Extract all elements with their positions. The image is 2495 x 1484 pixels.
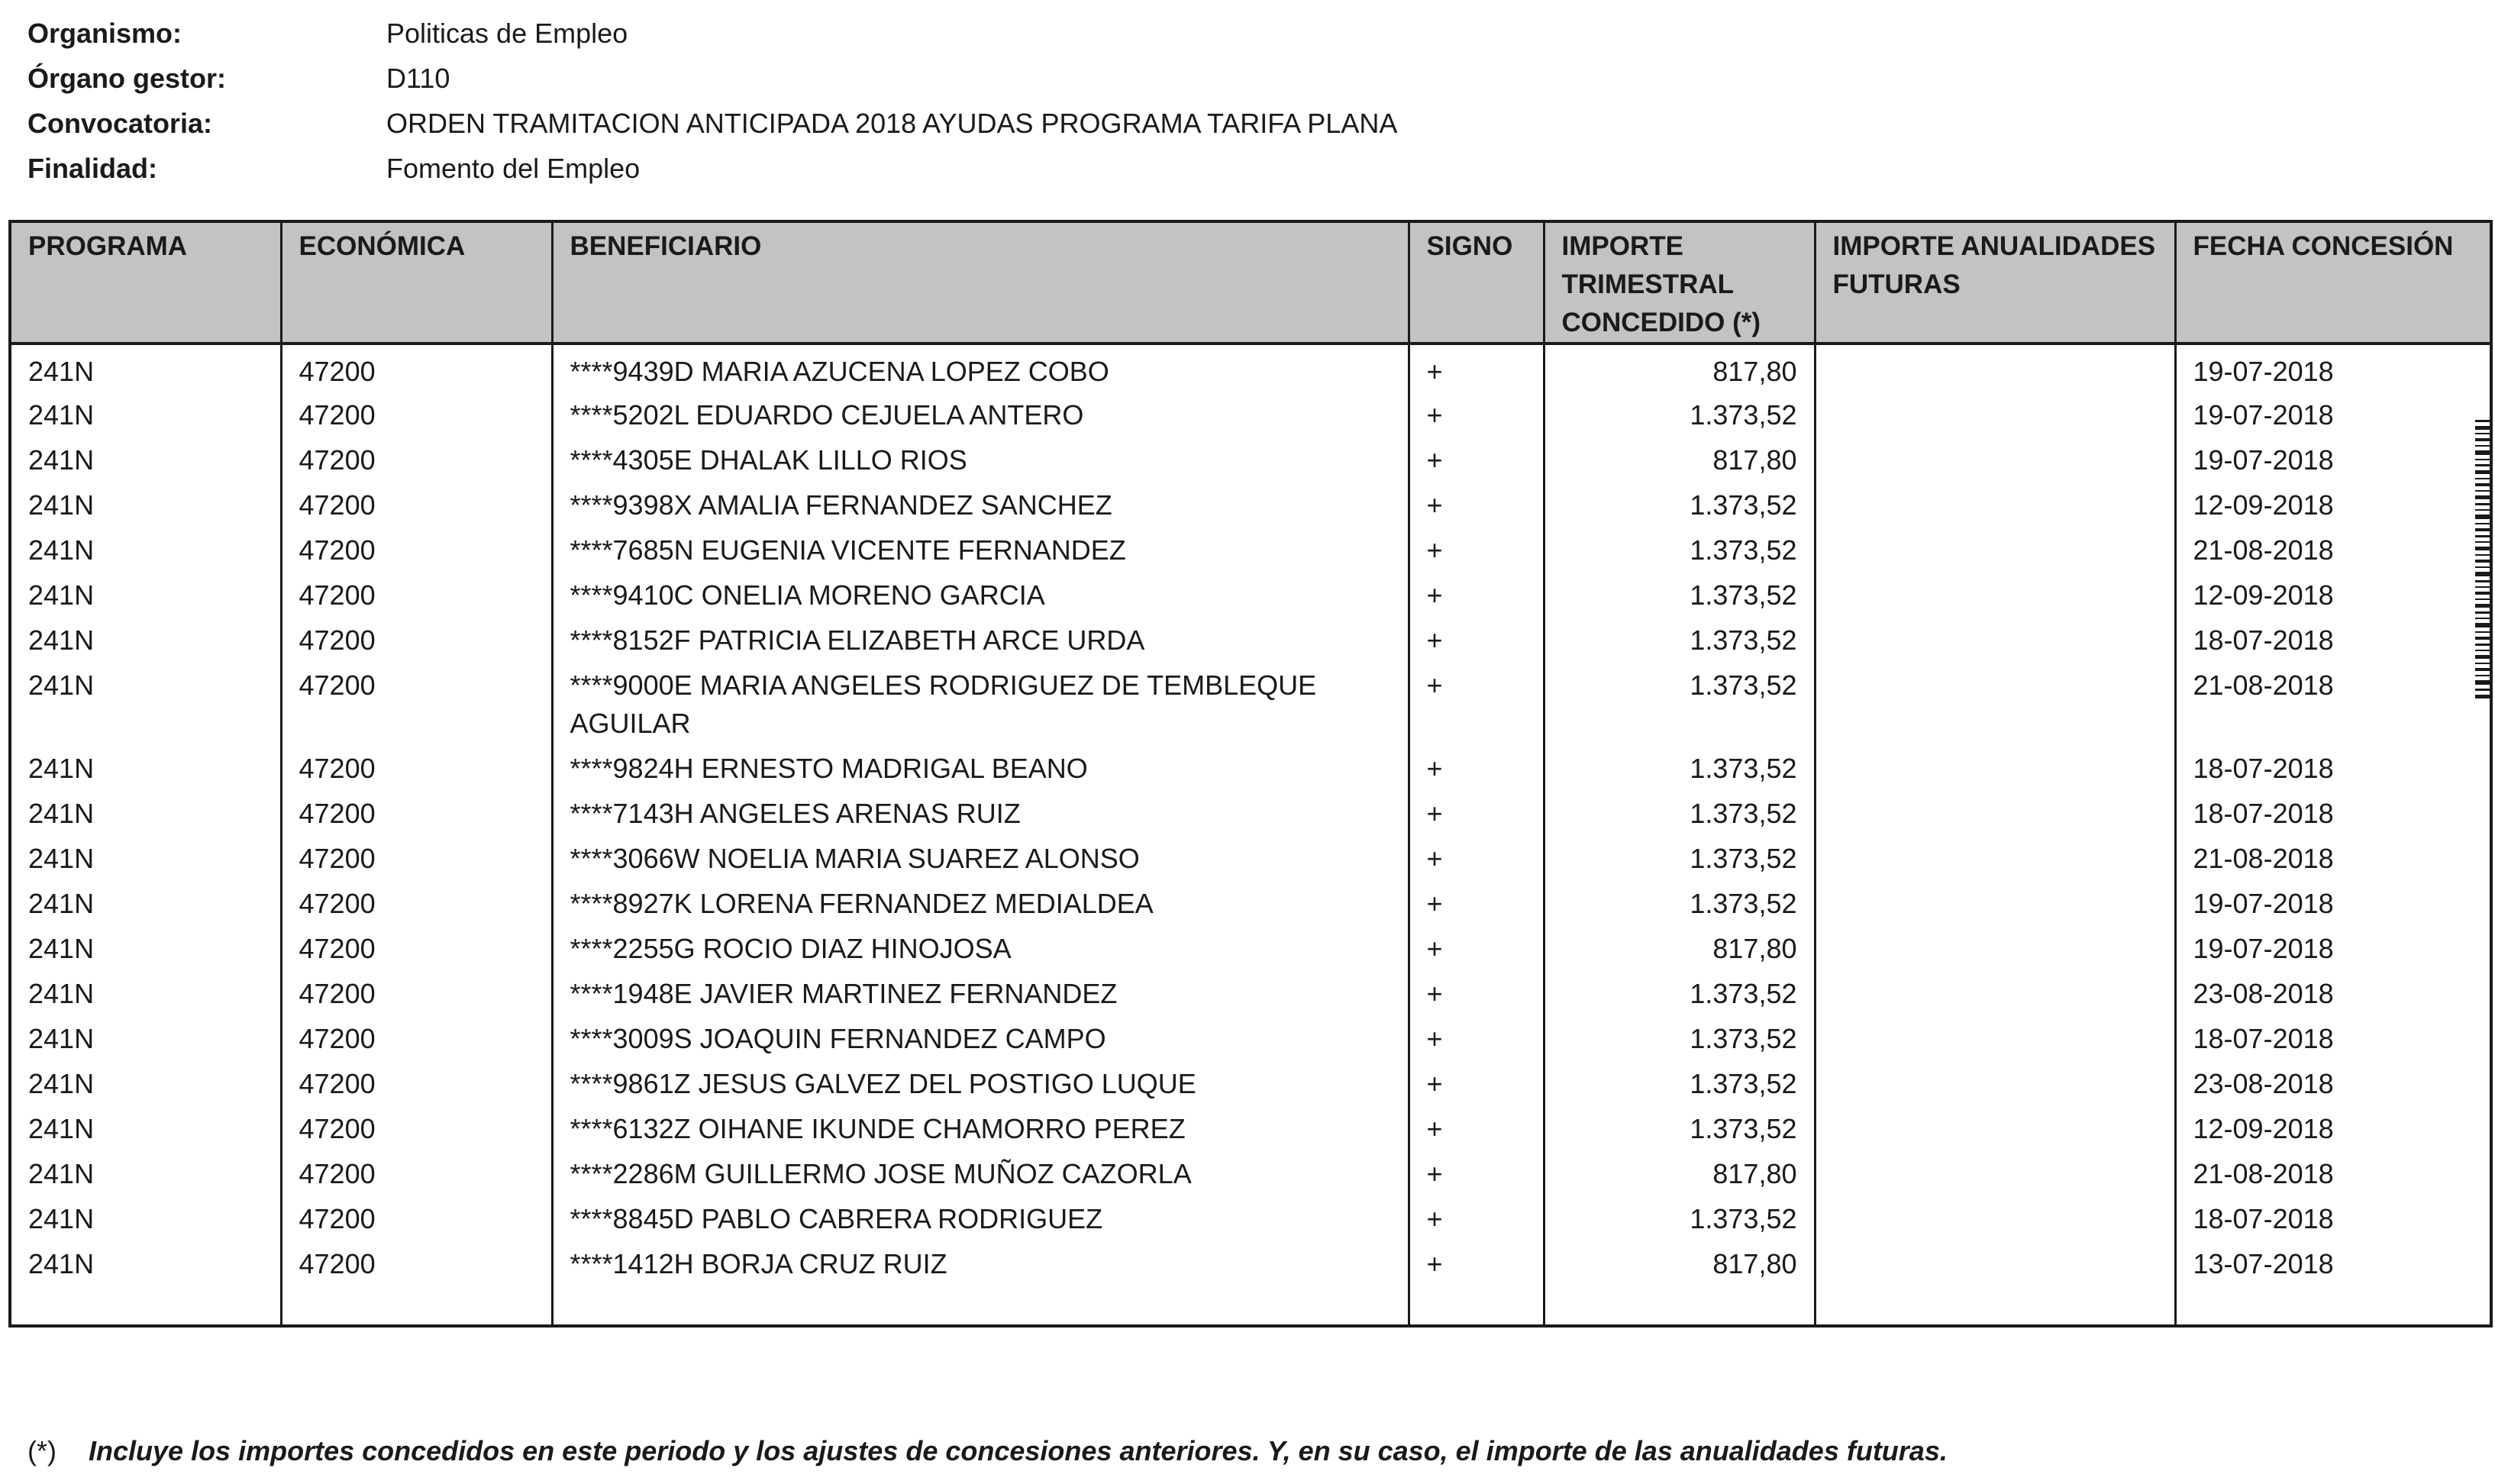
- cell-fecha-concesion: 21-08-2018: [2175, 531, 2491, 576]
- cell-importe-trimestral: 1.373,52: [1544, 666, 1815, 750]
- cell-fecha-concesion: 12-09-2018: [2175, 486, 2491, 531]
- cell-importe-trimestral: 1.373,52: [1544, 396, 1815, 441]
- cell-importe-anualidades: [1815, 1020, 2175, 1065]
- cell-importe-anualidades: [1815, 344, 2175, 396]
- cell-importe-anualidades: [1815, 1155, 2175, 1200]
- cell-programa: 241N: [10, 1065, 281, 1110]
- cell-economica: 47200: [281, 1245, 552, 1290]
- cell-programa: 241N: [10, 975, 281, 1020]
- cell-beneficiario: ****6132Z OIHANE IKUNDE CHAMORRO PEREZ: [552, 1110, 1409, 1155]
- cell-fecha-concesion: 18-07-2018: [2175, 795, 2491, 840]
- cell-importe-trimestral: 1.373,52: [1544, 1020, 1815, 1065]
- cell-beneficiario: ****2255G ROCIO DIAZ HINOJOSA: [552, 930, 1409, 975]
- column-header-importe-anualidades: IMPORTE ANUALIDADES FUTURAS: [1815, 221, 2175, 344]
- cell-programa: 241N: [10, 1020, 281, 1065]
- cell-fecha-concesion: 19-07-2018: [2175, 441, 2491, 486]
- cell-fecha-concesion: 23-08-2018: [2175, 975, 2491, 1020]
- cell-economica: 47200: [281, 1065, 552, 1110]
- column-header-beneficiario: BENEFICIARIO: [552, 221, 1409, 344]
- table-row: [10, 1065, 2491, 1110]
- cell-fecha-concesion: 18-07-2018: [2175, 621, 2491, 666]
- meta-label: Convocatoria:: [27, 107, 213, 139]
- filler-cell: [1815, 1290, 2175, 1326]
- table-row: [10, 1020, 2491, 1065]
- cell-importe-trimestral: 817,80: [1544, 1155, 1815, 1200]
- column-header-economica: ECONÓMICA: [281, 221, 552, 344]
- table-row: [10, 1110, 2491, 1155]
- cell-signo: +: [1409, 1245, 1544, 1290]
- cell-fecha-concesion: 12-09-2018: [2175, 1110, 2491, 1155]
- cell-importe-anualidades: [1815, 441, 2175, 486]
- cell-signo: +: [1409, 531, 1544, 576]
- cell-importe-trimestral: 817,80: [1544, 930, 1815, 975]
- table-row: [10, 621, 2491, 666]
- cell-fecha-concesion: 19-07-2018: [2175, 930, 2491, 975]
- cell-importe-trimestral: 1.373,52: [1544, 885, 1815, 930]
- table-row: [10, 885, 2491, 930]
- column-header-fecha-concesion: FECHA CONCESIÓN: [2175, 221, 2491, 344]
- table-row: [10, 795, 2491, 840]
- table-row: [10, 1155, 2491, 1200]
- meta-value: D110: [386, 62, 450, 94]
- filler-cell: [2175, 1290, 2491, 1326]
- table-row: [10, 1245, 2491, 1290]
- cell-beneficiario: ****9410C ONELIA MORENO GARCIA: [552, 576, 1409, 621]
- table-row: [10, 576, 2491, 621]
- cell-signo: +: [1409, 750, 1544, 795]
- cell-economica: 47200: [281, 750, 552, 795]
- table-row: [10, 750, 2491, 795]
- cell-importe-trimestral: 1.373,52: [1544, 840, 1815, 885]
- cell-importe-trimestral: 1.373,52: [1544, 1110, 1815, 1155]
- cell-programa: 241N: [10, 344, 281, 396]
- cell-programa: 241N: [10, 930, 281, 975]
- cell-importe-anualidades: [1815, 531, 2175, 576]
- cell-programa: 241N: [10, 1245, 281, 1290]
- cell-importe-trimestral: 1.373,52: [1544, 795, 1815, 840]
- cell-signo: +: [1409, 441, 1544, 486]
- cell-importe-anualidades: [1815, 1200, 2175, 1245]
- cell-importe-anualidades: [1815, 885, 2175, 930]
- column-header-signo: SIGNO: [1409, 221, 1544, 344]
- cell-programa: 241N: [10, 486, 281, 531]
- cell-signo: +: [1409, 1155, 1544, 1200]
- metadata-block: [27, 11, 2012, 191]
- cell-economica: 47200: [281, 1110, 552, 1155]
- cell-importe-anualidades: [1815, 1065, 2175, 1110]
- cell-beneficiario: ****9861Z JESUS GALVEZ DEL POSTIGO LUQUE: [552, 1065, 1409, 1110]
- cell-beneficiario: ****8927K LORENA FERNANDEZ MEDIALDEA: [552, 885, 1409, 930]
- table-row: [10, 840, 2491, 885]
- meta-value: Politicas de Empleo: [386, 17, 628, 49]
- cell-fecha-concesion: 19-07-2018: [2175, 885, 2491, 930]
- cell-importe-trimestral: 1.373,52: [1544, 1065, 1815, 1110]
- cell-programa: 241N: [10, 666, 281, 750]
- cell-signo: +: [1409, 486, 1544, 531]
- cell-economica: 47200: [281, 344, 552, 396]
- footnote: [27, 1435, 1948, 1467]
- cell-importe-anualidades: [1815, 486, 2175, 531]
- cell-programa: 241N: [10, 840, 281, 885]
- cell-beneficiario: ****5202L EDUARDO CEJUELA ANTERO: [552, 396, 1409, 441]
- meta-label: Órgano gestor:: [27, 62, 227, 94]
- cell-economica: 47200: [281, 486, 552, 531]
- cell-importe-anualidades: [1815, 666, 2175, 750]
- cell-signo: +: [1409, 621, 1544, 666]
- cell-economica: 47200: [281, 531, 552, 576]
- table-row: [10, 344, 2491, 396]
- cell-importe-anualidades: [1815, 1245, 2175, 1290]
- column-header-programa: PROGRAMA: [10, 221, 281, 344]
- cell-programa: 241N: [10, 1200, 281, 1245]
- cell-economica: 47200: [281, 441, 552, 486]
- cell-beneficiario: ****8152F PATRICIA ELIZABETH ARCE URDA: [552, 621, 1409, 666]
- cell-beneficiario: ****8845D PABLO CABRERA RODRIGUEZ: [552, 1200, 1409, 1245]
- cell-beneficiario: ****2286M GUILLERMO JOSE MUÑOZ CAZORLA: [552, 1155, 1409, 1200]
- cell-economica: 47200: [281, 576, 552, 621]
- cell-beneficiario: ****4305E DHALAK LILLO RIOS: [552, 441, 1409, 486]
- cell-importe-anualidades: [1815, 1110, 2175, 1155]
- table-row: [10, 396, 2491, 441]
- meta-label: Finalidad:: [27, 152, 157, 184]
- table-body: [10, 344, 2491, 1326]
- table-row: [10, 441, 2491, 486]
- cell-programa: 241N: [10, 621, 281, 666]
- filler-cell: [1409, 1290, 1544, 1326]
- cell-economica: 47200: [281, 1200, 552, 1245]
- cell-fecha-concesion: 21-08-2018: [2175, 1155, 2491, 1200]
- meta-organo-gestor: [27, 56, 2012, 101]
- cell-signo: +: [1409, 1065, 1544, 1110]
- cell-signo: +: [1409, 885, 1544, 930]
- filler-cell: [281, 1290, 552, 1326]
- table-filler-row: [10, 1290, 2491, 1326]
- cell-importe-anualidades: [1815, 795, 2175, 840]
- cell-signo: +: [1409, 344, 1544, 396]
- cell-economica: 47200: [281, 795, 552, 840]
- meta-label: Organismo:: [27, 17, 182, 49]
- cell-fecha-concesion: 18-07-2018: [2175, 1200, 2491, 1245]
- cell-programa: 241N: [10, 1155, 281, 1200]
- table-row: [10, 930, 2491, 975]
- filler-cell: [10, 1290, 281, 1326]
- column-header-importe-trimestral: IMPORTE TRIMESTRAL CONCEDIDO (*): [1544, 221, 1815, 344]
- cell-fecha-concesion: 21-08-2018: [2175, 666, 2491, 750]
- cell-economica: 47200: [281, 666, 552, 750]
- cell-fecha-concesion: 19-07-2018: [2175, 396, 2491, 441]
- table-row: [10, 531, 2491, 576]
- cell-importe-anualidades: [1815, 576, 2175, 621]
- cell-programa: 241N: [10, 1110, 281, 1155]
- cell-beneficiario: ****3009S JOAQUIN FERNANDEZ CAMPO: [552, 1020, 1409, 1065]
- cell-economica: 47200: [281, 975, 552, 1020]
- cell-signo: +: [1409, 666, 1544, 750]
- cell-fecha-concesion: 12-09-2018: [2175, 576, 2491, 621]
- cell-beneficiario: ****9398X AMALIA FERNANDEZ SANCHEZ: [552, 486, 1409, 531]
- cell-signo: +: [1409, 1110, 1544, 1155]
- cell-signo: +: [1409, 975, 1544, 1020]
- cell-programa: 241N: [10, 885, 281, 930]
- cell-economica: 47200: [281, 1020, 552, 1065]
- footnote-mark: (*): [27, 1435, 56, 1466]
- cell-programa: 241N: [10, 750, 281, 795]
- filler-cell: [1544, 1290, 1815, 1326]
- cell-fecha-concesion: 18-07-2018: [2175, 750, 2491, 795]
- cell-economica: 47200: [281, 885, 552, 930]
- table-row: [10, 666, 2491, 750]
- cell-programa: 241N: [10, 531, 281, 576]
- cell-fecha-concesion: 18-07-2018: [2175, 1020, 2491, 1065]
- table-row: [10, 1200, 2491, 1245]
- cell-economica: 47200: [281, 1155, 552, 1200]
- cell-signo: +: [1409, 795, 1544, 840]
- cell-importe-trimestral: 817,80: [1544, 344, 1815, 396]
- cell-beneficiario: ****1948E JAVIER MARTINEZ FERNANDEZ: [552, 975, 1409, 1020]
- cell-importe-anualidades: [1815, 750, 2175, 795]
- cell-importe-trimestral: 1.373,52: [1544, 576, 1815, 621]
- cell-importe-anualidades: [1815, 396, 2175, 441]
- cell-programa: 241N: [10, 396, 281, 441]
- cell-signo: +: [1409, 396, 1544, 441]
- cell-economica: 47200: [281, 621, 552, 666]
- cell-importe-trimestral: 1.373,52: [1544, 486, 1815, 531]
- filler-cell: [552, 1290, 1409, 1326]
- cell-importe-trimestral: 1.373,52: [1544, 621, 1815, 666]
- table-header-row: [10, 221, 2491, 344]
- meta-value: ORDEN TRAMITACION ANTICIPADA 2018 AYUDAS PROGRAMA TARIFA PLANA: [386, 107, 1398, 139]
- cell-signo: +: [1409, 1200, 1544, 1245]
- cell-signo: +: [1409, 1020, 1544, 1065]
- cell-programa: 241N: [10, 795, 281, 840]
- cell-importe-trimestral: 1.373,52: [1544, 975, 1815, 1020]
- cell-economica: 47200: [281, 930, 552, 975]
- cell-fecha-concesion: 21-08-2018: [2175, 840, 2491, 885]
- cell-economica: 47200: [281, 396, 552, 441]
- cell-economica: 47200: [281, 840, 552, 885]
- cell-importe-trimestral: 817,80: [1544, 1245, 1815, 1290]
- cell-fecha-concesion: 19-07-2018: [2175, 344, 2491, 396]
- cell-beneficiario: ****1412H BORJA CRUZ RUIZ: [552, 1245, 1409, 1290]
- cell-importe-anualidades: [1815, 840, 2175, 885]
- cell-importe-anualidades: [1815, 975, 2175, 1020]
- footnote-text: Incluye los importes concedidos en este periodo y los ajustes de concesiones anteriores. Y, en su caso, el importe de las anualidades futuras.: [89, 1435, 1948, 1466]
- cell-beneficiario: ****9824H ERNESTO MADRIGAL BEANO: [552, 750, 1409, 795]
- cell-beneficiario: ****9439D MARIA AZUCENA LOPEZ COBO: [552, 344, 1409, 396]
- meta-finalidad: [27, 146, 2012, 191]
- cell-importe-trimestral: 1.373,52: [1544, 531, 1815, 576]
- meta-convocatoria: [27, 101, 2012, 146]
- cell-beneficiario: ****7143H ANGELES ARENAS RUIZ: [552, 795, 1409, 840]
- cell-importe-anualidades: [1815, 930, 2175, 975]
- cell-beneficiario: ****3066W NOELIA MARIA SUAREZ ALONSO: [552, 840, 1409, 885]
- cell-signo: +: [1409, 576, 1544, 621]
- cell-fecha-concesion: 13-07-2018: [2175, 1245, 2491, 1290]
- cell-importe-anualidades: [1815, 621, 2175, 666]
- table-row: [10, 975, 2491, 1020]
- grants-table: [8, 220, 2493, 1328]
- cell-fecha-concesion: 23-08-2018: [2175, 1065, 2491, 1110]
- meta-organismo: [27, 11, 2012, 56]
- cell-programa: 241N: [10, 441, 281, 486]
- cell-importe-trimestral: 817,80: [1544, 441, 1815, 486]
- cell-importe-trimestral: 1.373,52: [1544, 1200, 1815, 1245]
- cell-importe-trimestral: 1.373,52: [1544, 750, 1815, 795]
- table-row: [10, 486, 2491, 531]
- barcode-mark: [2475, 420, 2492, 698]
- cell-programa: 241N: [10, 576, 281, 621]
- cell-signo: +: [1409, 840, 1544, 885]
- meta-value: Fomento del Empleo: [386, 152, 641, 184]
- cell-signo: +: [1409, 930, 1544, 975]
- cell-beneficiario: ****9000E MARIA ANGELES RODRIGUEZ DE TEMBLEQUE AGUILAR: [552, 666, 1409, 750]
- cell-beneficiario: ****7685N EUGENIA VICENTE FERNANDEZ: [552, 531, 1409, 576]
